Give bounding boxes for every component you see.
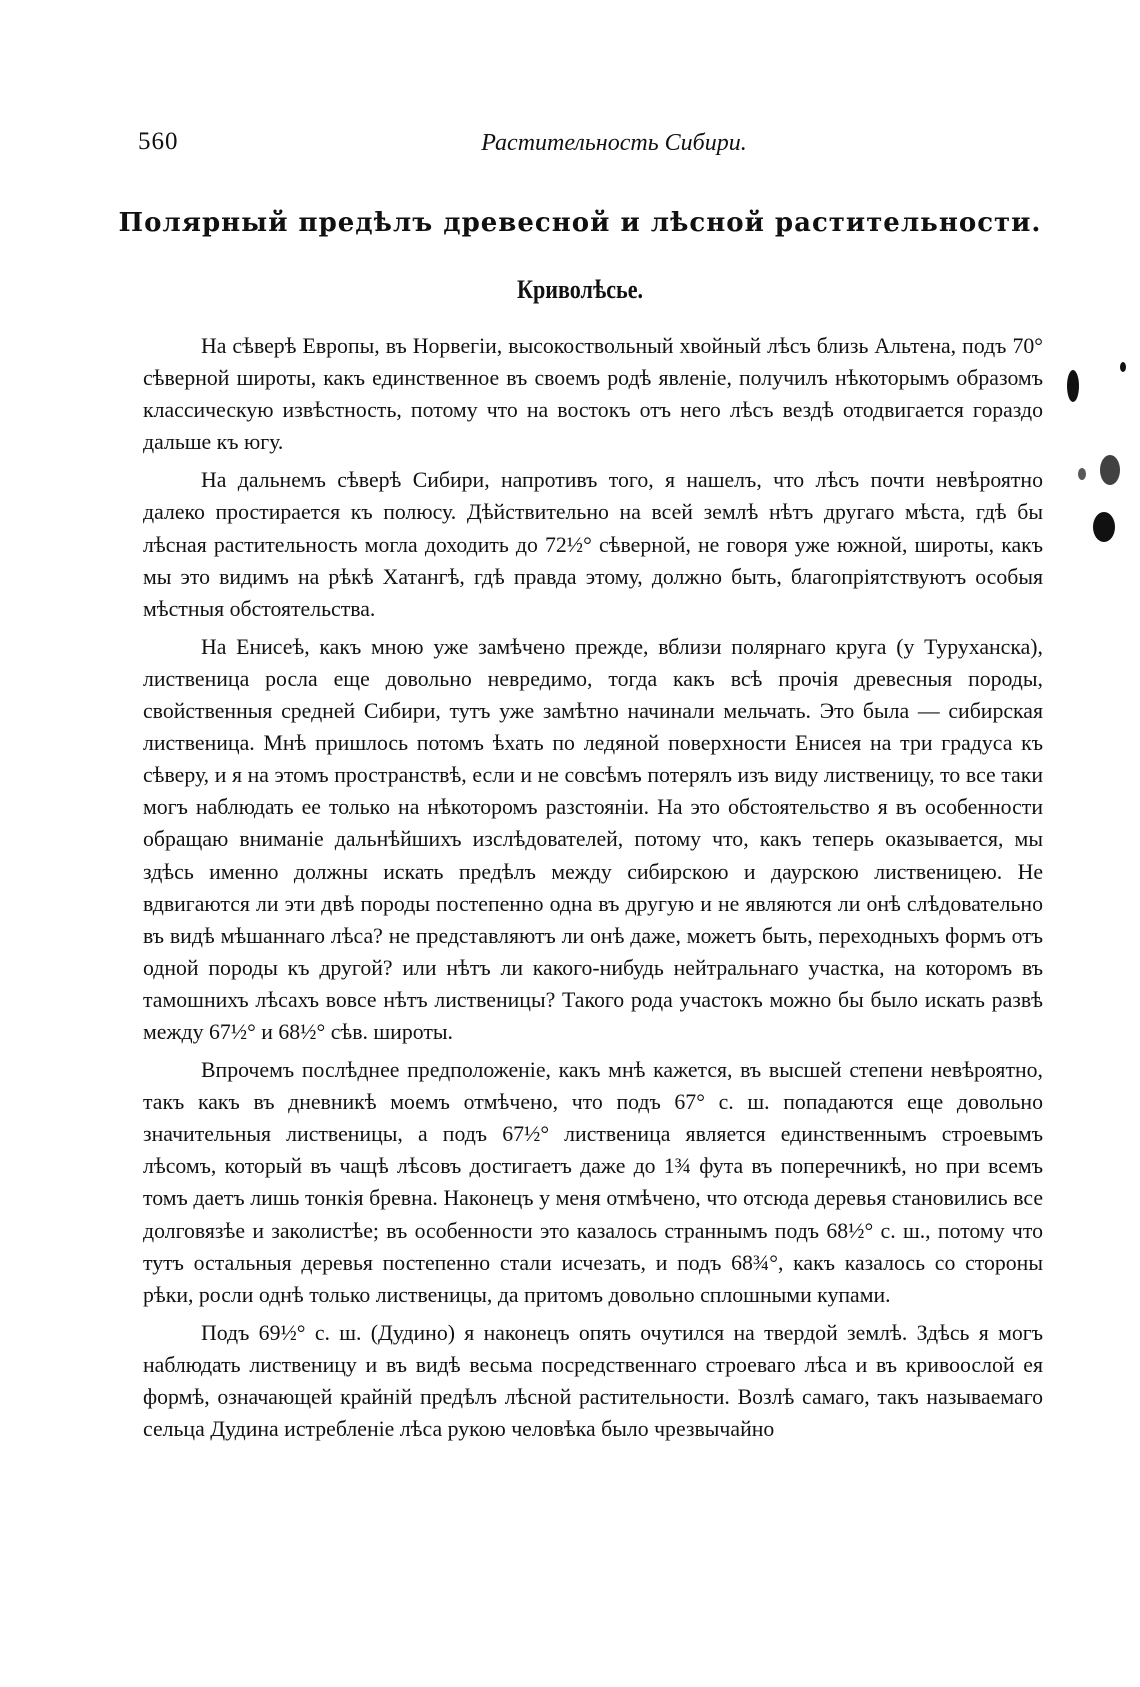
paragraph: Впрочемъ послѣднее предположеніе, какъ мнѣ кажется, въ высшей степени невѣроятно, такъ какъ въ дневникѣ моемъ отмѣчено, что подъ 67° с. ш. попадаются еще довольно значительныя лиственицы, а подъ 67½° лиственица является единственнымъ строевымъ лѣсомъ, который въ чащѣ лѣсовъ достигаетъ даже до 1¾ фута въ поперечникѣ, но при всемъ томъ даетъ лишь тонкія бревна. Наконецъ у меня отмѣчено, что отсюда деревья становились все долговязѣе и заколистѣе; въ особенности это казалось страннымъ подъ 68½° с. ш., потому что тутъ остальныя деревья постепенно стали исчезать, и подъ 68¾°, какъ казалось со стороны рѣки, росли однѣ только лиственицы, да притомъ довольно сплошными купами. [143, 1058, 1043, 1307]
body-text [143, 330, 1043, 1451]
running-head [138, 128, 1050, 168]
paragraph: На Енисеѣ, какъ мною уже замѣчено прежде, вблизи полярнаго круга (у Туруханска), лиственица росла еще довольно невредимо, тогда какъ всѣ прочія древесныя породы, свойственныя средней Сибири, тутъ уже замѣтно начинали мельчать. Это была — сибирская лиственица. Мнѣ пришлось потомъ ѣхать по ледяной поверхности Енисея на три градуса къ сѣверу, и я на этомъ пространствѣ, если и не совсѣмъ потерялъ изъ виду лиственицу, то все таки могъ наблюдать ее только на нѣкоторомъ разстояніи. На это обстоятельство я въ особенности обращаю вниманіе дальнѣйшихъ изслѣдователей, потому что, какъ теперь оказывается, мы здѣсь именно должны искать предѣлъ между сибирскою и даурскою лиственицею. Не вдвигаются ли эти двѣ породы постепенно одна въ другую и не являются ли онѣ слѣдовательно въ видѣ мѣшаннаго лѣса? не представляютъ ли онѣ даже, можетъ быть, переходныхъ формъ отъ одной породы къ другой? или нѣтъ ли какого-нибудь нейтральнаго участка, на которомъ въ тамошнихъ лѣсахъ вовсе нѣтъ лиственицы? Такого рода участокъ можно бы было искать развѣ между 67½° и 68½° сѣв. широты. [143, 634, 1043, 1044]
ink-blot [1078, 468, 1086, 480]
section-title: Полярный предѣлъ древесной и лѣсной растительности. [118, 208, 1042, 238]
paragraph: На сѣверѣ Европы, въ Норвегіи, высокоствольный хвойный лѣсъ близь Альтена, подъ 70° сѣверной широты, какъ единственное въ своемъ родѣ явленіе, получилъ нѣкоторымъ образомъ классическую извѣстность, потому что на востокъ отъ него лѣсъ вездѣ отодвигается гораздо дальше къ югу. [143, 334, 1043, 455]
paragraph: Подъ 69½° с. ш. (Дудино) я наконецъ опять очутился на твердой землѣ. Здѣсь я могъ наблюдать лиственицу и въ видѣ весьма посредственнаго строеваго лѣса и въ кривоослой ея формѣ, означающей крайній предѣлъ лѣсной растительности. Возлѣ самаго, такъ называемаго сельца Дудина истребленіе лѣса рукою человѣка было чрезвычайно [143, 1320, 1043, 1442]
ink-blot [1100, 455, 1120, 485]
running-title: Растительность Сибири. [481, 130, 747, 156]
ink-blot [1120, 362, 1126, 372]
page-number: 560 [138, 128, 179, 155]
ink-blot [1093, 512, 1115, 542]
paragraph: На дальнемъ сѣверѣ Сибири, напротивъ того, я нашелъ, что лѣсъ почти невѣроятно далеко простирается къ полюсу. Дѣйствительно на всей землѣ нѣтъ другаго мѣста, гдѣ бы лѣсная растительность могла доходить до 72½° сѣверной, не говоря уже южной, широты, какъ мы это видимъ на рѣкѣ Хатангѣ, гдѣ правда этому, должно быть, благопріятствуютъ особыя мѣстныя обстоятельства. [143, 468, 1043, 621]
subsection-title: Криволѣсье. [516, 275, 644, 304]
ink-blot [1067, 370, 1079, 402]
